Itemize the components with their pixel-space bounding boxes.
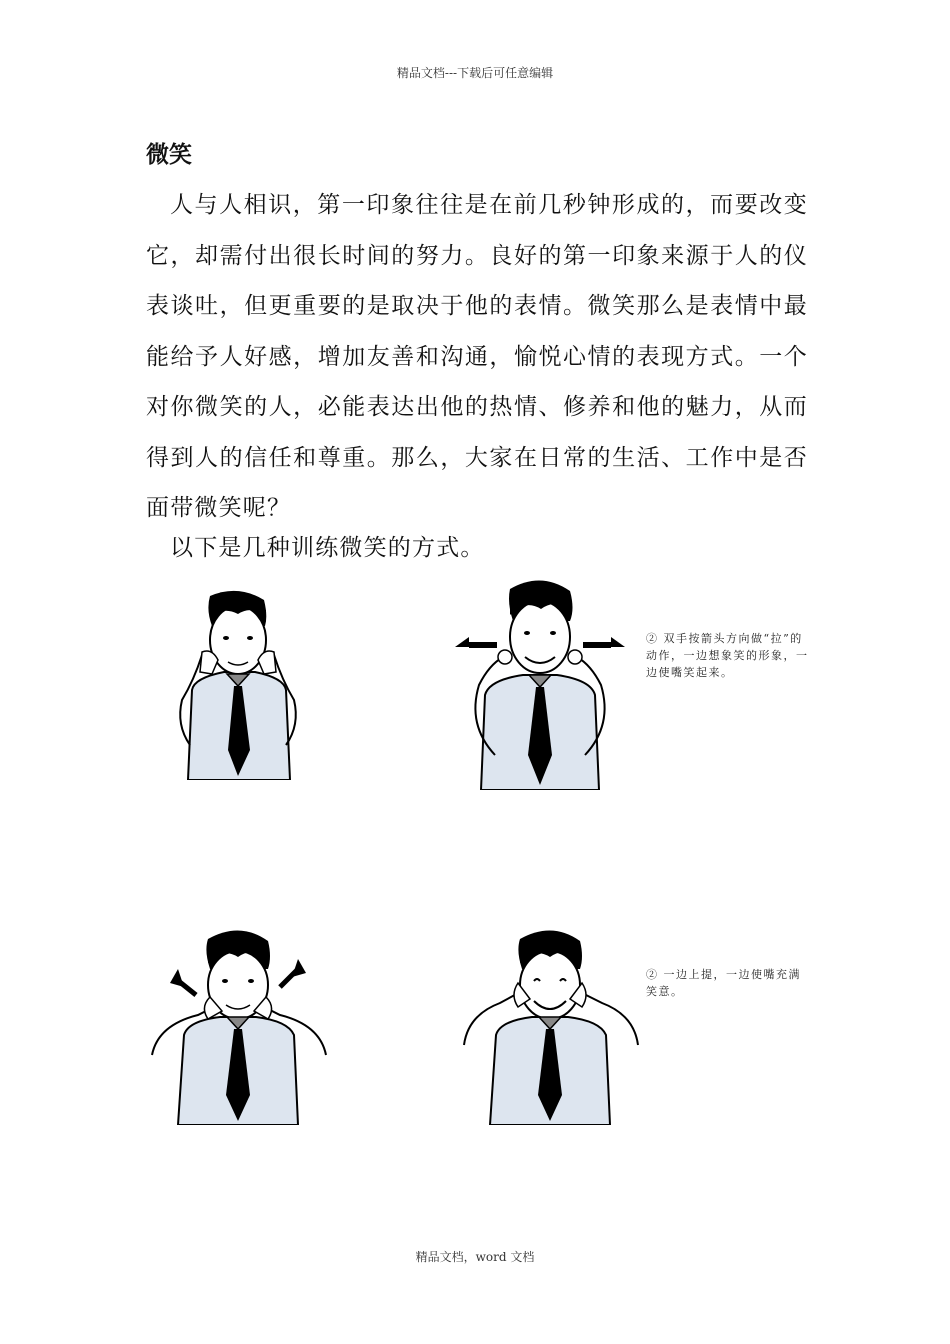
body-paragraph: 人与人相识，第一印象往往是在前几秒钟形成的，而要改变它，却需付出很长时间的努力。良好的第一印象来源于人的仪表谈吐，但更重要的是取决于他的表情。微笑那么是表情中最能给予人好感，增加友善和沟通，愉悦心情的表现方式。一个对你微笑的人，必能表达出他的热情、修养和他的魅力，从而得到人的信任和尊重。那么，大家在日常的生活、工作中是否面带微笑呢？ <box>146 192 808 521</box>
figure-smile-exercise-2 <box>455 575 625 790</box>
figure-4-caption: ② 一边上提，一边使嘴充满笑意。 <box>646 968 801 998</box>
page-header: 精品文档---下载后可任意编辑 <box>396 66 554 80</box>
figure-smile-exercise-4 <box>460 925 642 1125</box>
figure-smile-exercise-1 <box>172 590 307 780</box>
section-title: 微笑 <box>146 141 192 168</box>
figure-smile-exercise-3 <box>148 925 330 1125</box>
figure-2-caption: ② 双手按箭头方向做“拉”的动作，一边想象笑的形象，一边使嘴笑起来。 <box>646 632 809 679</box>
intro-line: 以下是几种训练微笑的方式。 <box>170 535 485 561</box>
page-footer: 精品文档，word 文档 <box>415 1250 535 1264</box>
